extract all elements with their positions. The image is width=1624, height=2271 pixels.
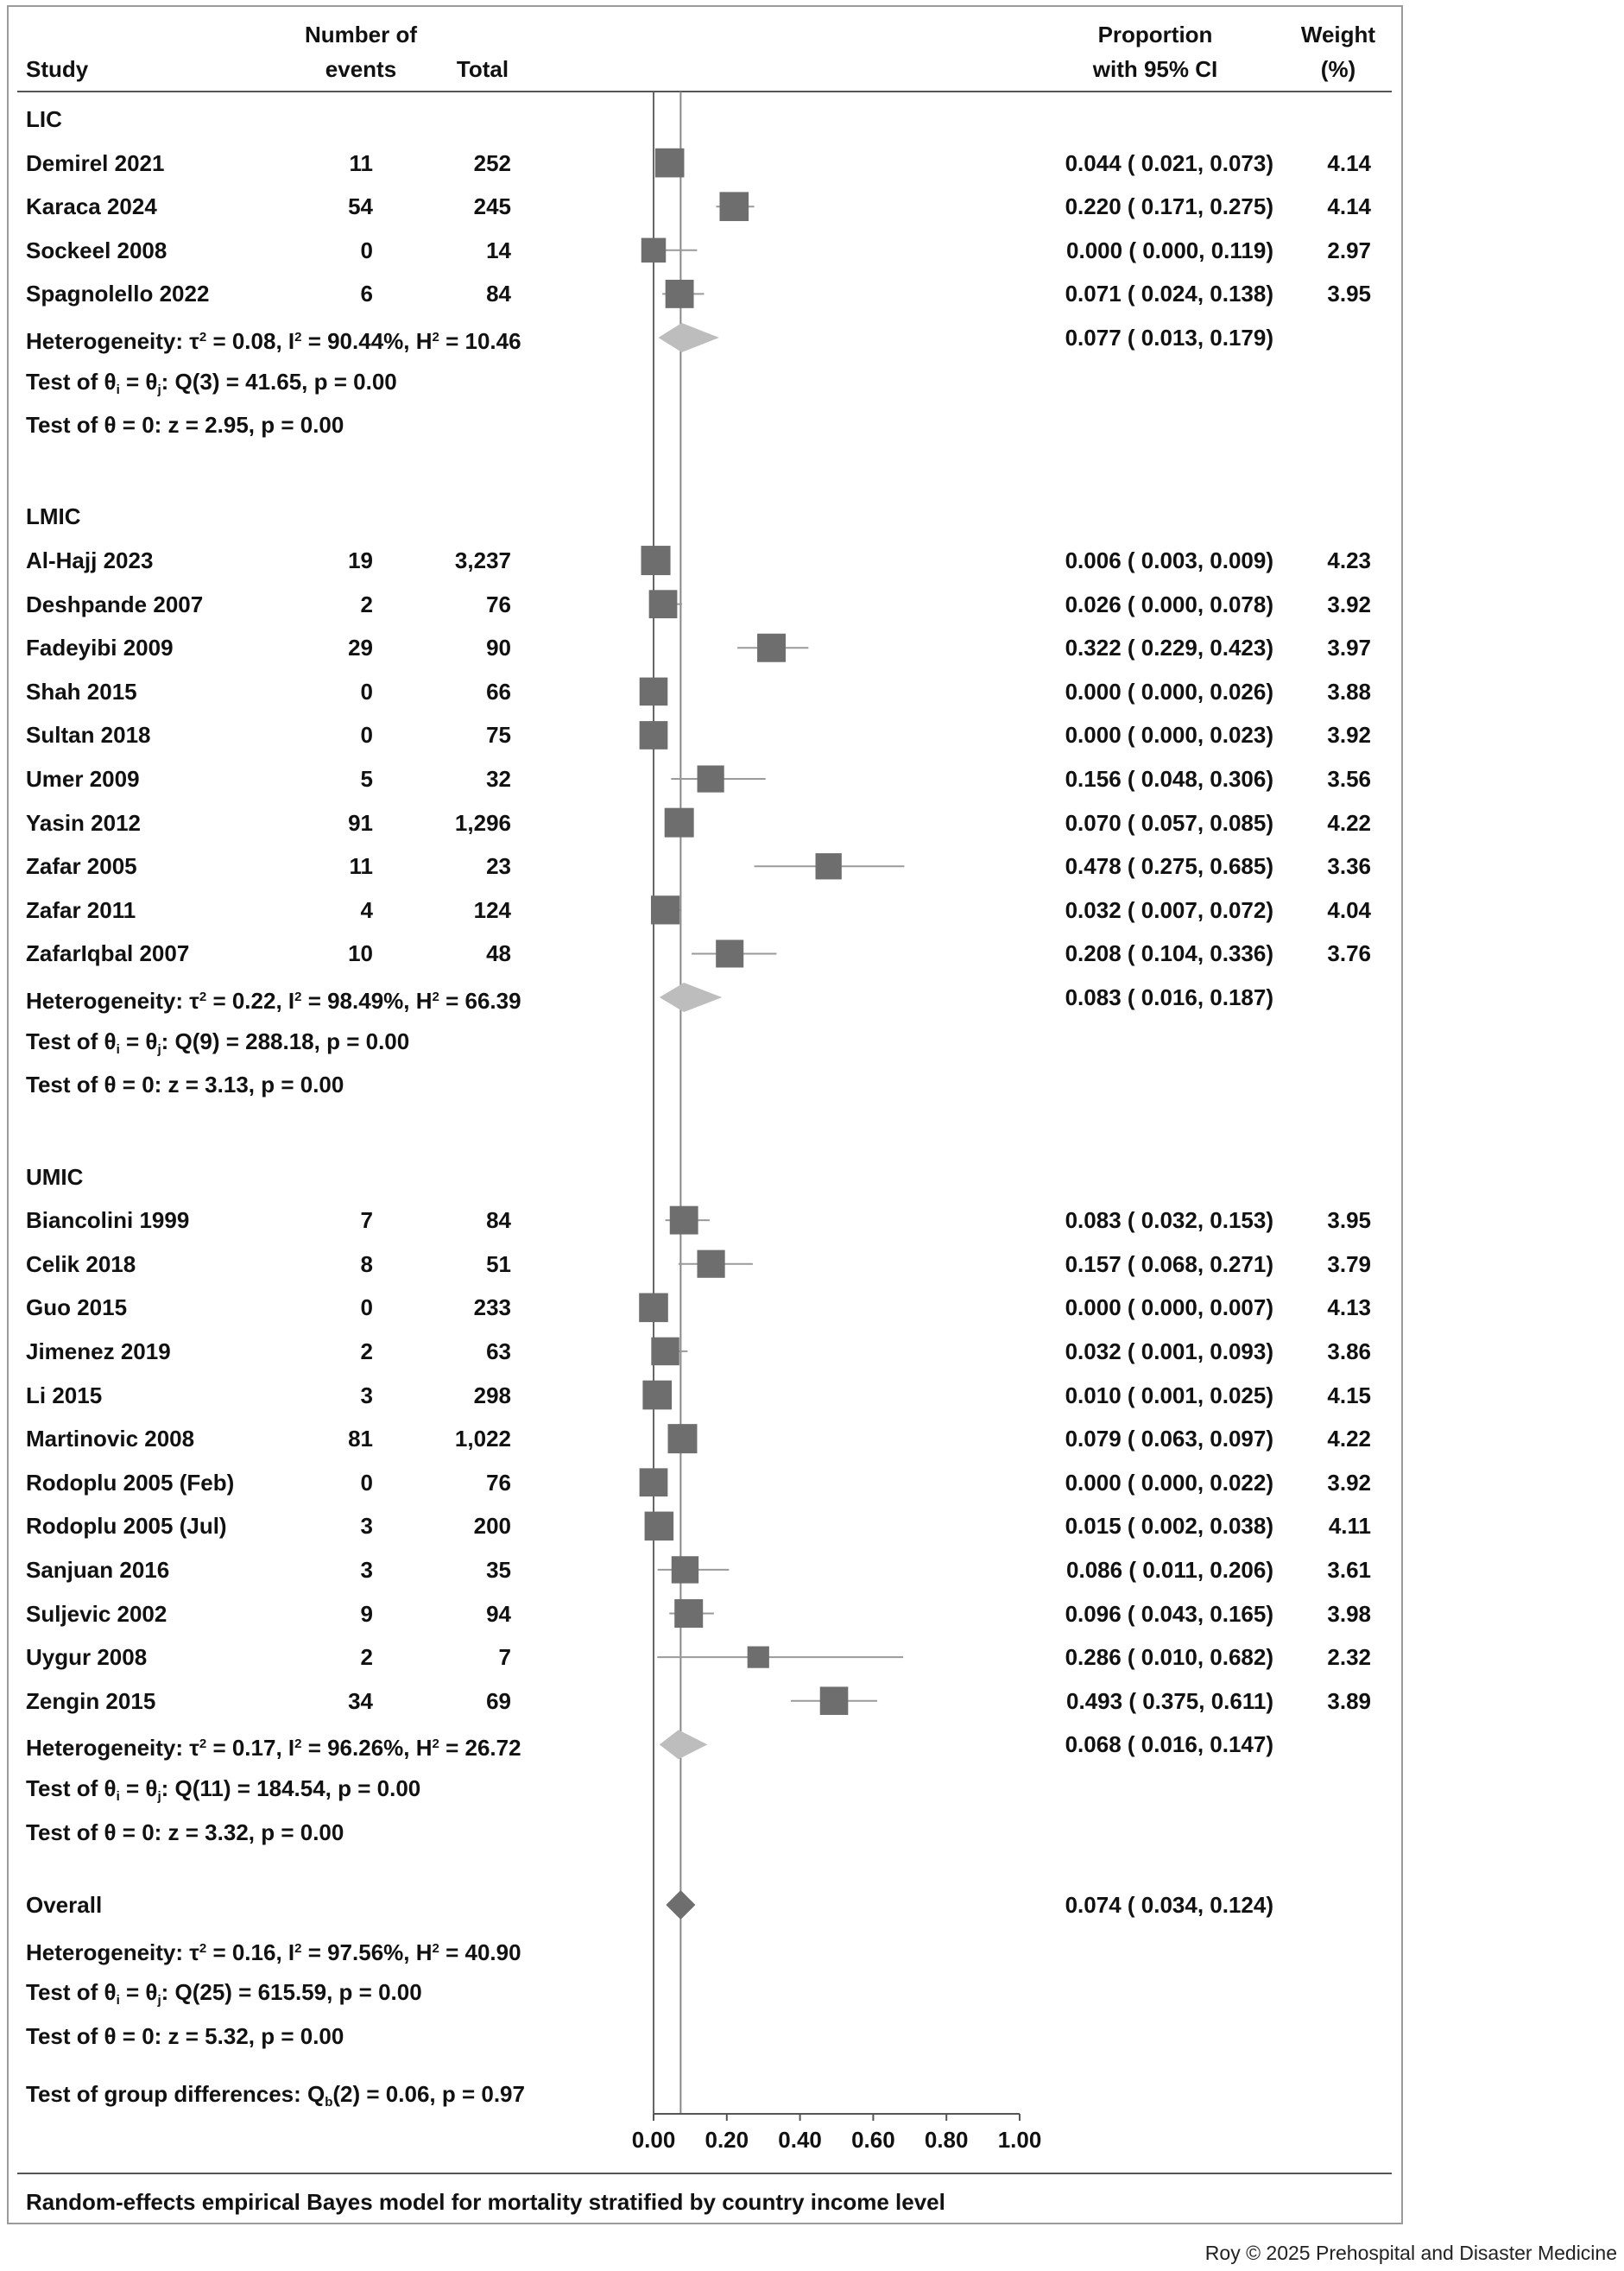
study-total: 84 [486, 1207, 511, 1234]
header-weight-2: (%) [1320, 56, 1356, 82]
study-name: Guo 2015 [26, 1294, 128, 1321]
study-weight: 3.76 [1327, 940, 1371, 967]
study-marker [666, 280, 694, 308]
study-events: 11 [349, 149, 373, 176]
overall-label: Overall [26, 1892, 103, 1918]
study-total: 23 [486, 853, 511, 880]
group-label: LIC [26, 106, 62, 132]
study-total: 3,237 [454, 547, 511, 574]
study-ci: 0.026 ( 0.000, 0.078) [1065, 591, 1273, 617]
study-name: Zafar 2011 [26, 896, 136, 923]
group-test-z: Test of θ = 0: z = 3.32, p = 0.00 [26, 1819, 344, 1845]
study-total: 51 [486, 1250, 511, 1277]
study-weight: 4.23 [1327, 547, 1371, 574]
group-test-z: Test of θ = 0: z = 2.95, p = 0.00 [26, 412, 344, 439]
study-weight: 3.92 [1327, 722, 1371, 749]
study-name: Umer 2009 [26, 766, 140, 793]
study-total: 233 [473, 1294, 511, 1321]
study-name: Suljevic 2002 [26, 1600, 167, 1627]
study-weight: 2.97 [1327, 237, 1371, 263]
group-test-q: Test of $\theta_i = \theta_j$: Q(9) = 288.18, p = 0.00 [26, 1028, 410, 1057]
study-name: Jimenez 2019 [26, 1338, 171, 1364]
study-events: 34 [348, 1687, 373, 1714]
study-weight: 4.04 [1327, 896, 1371, 923]
study-ci: 0.086 ( 0.011, 0.206) [1066, 1556, 1273, 1583]
study-marker [651, 1338, 679, 1365]
study-events: 0 [360, 1469, 373, 1496]
study-total: 14 [486, 237, 511, 263]
study-total: 76 [486, 591, 511, 617]
study-events: 2 [360, 1644, 373, 1671]
study-ci: 0.032 ( 0.007, 0.072) [1065, 896, 1273, 923]
header-weight-1: Weight [1300, 22, 1376, 47]
study-name: ZafarIqbal 2007 [26, 940, 190, 967]
study-total: 75 [486, 722, 511, 749]
study-ci: 0.220 ( 0.171, 0.275) [1065, 193, 1273, 220]
study-total: 48 [486, 940, 511, 967]
study-ci: 0.000 ( 0.000, 0.023) [1065, 722, 1273, 749]
study-weight: 3.97 [1327, 635, 1371, 661]
overall-heterogeneity: Heterogeneity: $\tau^2 = 0.16$, $I^2 = 97.56\%$, $H^2 = 40.90$ [26, 1939, 521, 1965]
study-name: Zafar 2005 [26, 853, 137, 880]
study-total: 298 [473, 1382, 511, 1408]
study-weight: 3.95 [1327, 1207, 1371, 1234]
study-events: 0 [360, 722, 373, 749]
study-weight: 2.32 [1327, 1644, 1371, 1671]
study-marker [697, 1250, 724, 1278]
study-total: 94 [486, 1600, 511, 1627]
study-ci: 0.493 ( 0.375, 0.611) [1066, 1687, 1273, 1714]
study-events: 2 [360, 591, 373, 617]
study-ci: 0.079 ( 0.063, 0.097) [1065, 1426, 1273, 1452]
study-weight: 4.15 [1327, 1382, 1371, 1408]
study-weight: 4.13 [1327, 1294, 1371, 1321]
study-name: Celik 2018 [26, 1250, 136, 1277]
group-pooled-ci: 0.083 ( 0.016, 0.187) [1065, 984, 1273, 1011]
group-pooled-ci: 0.077 ( 0.013, 0.179) [1065, 325, 1273, 351]
study-total: 76 [486, 1469, 511, 1496]
study-weight: 3.88 [1327, 678, 1371, 705]
study-events: 81 [348, 1426, 373, 1452]
study-ci: 0.032 ( 0.001, 0.093) [1065, 1338, 1273, 1364]
study-marker [641, 238, 666, 263]
study-ci: 0.156 ( 0.048, 0.306) [1065, 766, 1273, 793]
study-ci: 0.044 ( 0.021, 0.073) [1065, 149, 1273, 176]
group-test-q: Test of $\theta_i = \theta_j$: Q(3) = 41.65, p = 0.00 [26, 368, 397, 397]
group-pooled-ci: 0.068 ( 0.016, 0.147) [1065, 1731, 1273, 1758]
study-marker [719, 192, 749, 221]
group-test-z: Test of θ = 0: z = 3.13, p = 0.00 [26, 1072, 344, 1098]
study-marker [655, 149, 685, 178]
study-total: 69 [486, 1687, 511, 1714]
study-total: 245 [473, 193, 511, 220]
study-events: 11 [349, 853, 373, 880]
study-name: Deshpande 2007 [26, 591, 204, 617]
study-total: 1,296 [454, 809, 511, 836]
study-marker [649, 590, 678, 618]
study-events: 91 [348, 809, 373, 836]
x-tick-label: 0.20 [705, 2127, 749, 2153]
study-total: 66 [486, 678, 511, 705]
group-pooled-diamond [659, 323, 719, 352]
study-ci: 0.000 ( 0.000, 0.119) [1066, 237, 1273, 263]
study-name: Sockeel 2008 [26, 237, 167, 263]
study-weight: 3.79 [1327, 1250, 1371, 1277]
group-pooled-diamond [660, 1730, 708, 1759]
study-events: 4 [360, 896, 373, 923]
study-weight: 3.92 [1327, 591, 1371, 617]
group-label: LMIC [26, 503, 81, 530]
study-ci: 0.015 ( 0.002, 0.038) [1065, 1513, 1273, 1540]
study-ci: 0.286 ( 0.010, 0.682) [1065, 1644, 1273, 1671]
study-events: 0 [360, 678, 373, 705]
overall-ci: 0.074 ( 0.034, 0.124) [1065, 1892, 1273, 1918]
study-events: 0 [360, 1294, 373, 1321]
figure-caption: Random-effects empirical Bayes model for mortality stratified by country income level [26, 2189, 945, 2215]
study-marker [640, 1468, 668, 1496]
study-total: 7 [498, 1644, 511, 1671]
study-weight: 3.86 [1327, 1338, 1371, 1364]
study-weight: 3.92 [1327, 1469, 1371, 1496]
study-name: Li 2015 [26, 1382, 103, 1408]
study-name: Al-Hajj 2023 [26, 547, 154, 574]
study-ci: 0.070 ( 0.057, 0.085) [1065, 809, 1273, 836]
x-tick-label: 0.80 [924, 2127, 969, 2153]
study-total: 252 [473, 149, 511, 176]
study-weight: 4.11 [1328, 1513, 1371, 1540]
study-ci: 0.208 ( 0.104, 0.336) [1065, 940, 1273, 967]
group-pooled-diamond [660, 983, 723, 1012]
study-weight: 3.36 [1327, 853, 1371, 880]
header-study: Study [26, 56, 89, 82]
study-total: 32 [486, 766, 511, 793]
study-name: Shah 2015 [26, 678, 137, 705]
study-ci: 0.010 ( 0.001, 0.025) [1065, 1382, 1273, 1408]
study-events: 19 [348, 547, 373, 574]
study-total: 1,022 [454, 1426, 511, 1452]
study-marker [651, 895, 679, 924]
header-events-1: Number of [305, 22, 417, 47]
study-total: 124 [473, 896, 511, 923]
study-events: 3 [360, 1513, 373, 1540]
study-weight: 3.89 [1327, 1687, 1371, 1714]
overall-test-q: Test of $\theta_i = \theta_j$: Q(25) = 615.59, p = 0.00 [26, 1979, 422, 2008]
study-weight: 3.98 [1327, 1600, 1371, 1627]
study-events: 9 [360, 1600, 373, 1627]
study-ci: 0.478 ( 0.275, 0.685) [1065, 853, 1273, 880]
overall-test-z: Test of θ = 0: z = 5.32, p = 0.00 [26, 2022, 344, 2049]
study-events: 10 [348, 940, 373, 967]
study-total: 63 [486, 1338, 511, 1364]
study-name: Sanjuan 2016 [26, 1556, 170, 1583]
study-marker [668, 1424, 698, 1453]
study-marker [640, 678, 668, 706]
study-events: 7 [360, 1207, 373, 1234]
copyright-notice: Roy © 2025 Prehospital and Disaster Medicine [1204, 2242, 1617, 2264]
study-marker [716, 939, 743, 967]
study-name: Demirel 2021 [26, 149, 165, 176]
study-events: 6 [360, 281, 373, 307]
study-ci: 0.083 ( 0.032, 0.153) [1065, 1207, 1273, 1234]
group-heterogeneity: Heterogeneity: $\tau^2 = 0.17$, $I^2 = 96.26\%$, $H^2 = 26.72$ [26, 1735, 521, 1762]
group-test-q: Test of $\theta_i = \theta_j$: Q(11) = 184.54, p = 0.00 [26, 1774, 421, 1804]
header-events-2: events [325, 56, 397, 82]
study-ci: 0.000 ( 0.000, 0.026) [1065, 678, 1273, 705]
study-weight: 4.14 [1327, 149, 1371, 176]
study-name: Rodoplu 2005 (Jul) [26, 1513, 227, 1540]
study-marker [639, 1294, 668, 1323]
x-tick-label: 0.40 [778, 2127, 822, 2153]
study-total: 90 [486, 635, 511, 661]
study-total: 35 [486, 1556, 511, 1583]
header-proportion-2: with 95% CI [1092, 56, 1218, 82]
study-ci: 0.000 ( 0.000, 0.007) [1065, 1294, 1273, 1321]
study-marker [698, 765, 724, 792]
x-tick-label: 0.60 [851, 2127, 895, 2153]
study-total: 84 [486, 281, 511, 307]
study-events: 8 [360, 1250, 373, 1277]
study-name: Fadeyibi 2009 [26, 635, 174, 661]
study-marker [642, 1381, 672, 1410]
study-ci: 0.157 ( 0.068, 0.271) [1065, 1250, 1273, 1277]
study-weight: 3.95 [1327, 281, 1371, 307]
group-label: UMIC [26, 1163, 84, 1190]
study-events: 0 [360, 237, 373, 263]
study-ci: 0.322 ( 0.229, 0.423) [1065, 635, 1273, 661]
study-weight: 4.14 [1327, 193, 1371, 220]
study-name: Zengin 2015 [26, 1687, 156, 1714]
study-weight: 4.22 [1327, 809, 1371, 836]
study-name: Biancolini 1999 [26, 1207, 190, 1234]
study-name: Karaca 2024 [26, 193, 157, 220]
study-ci: 0.006 ( 0.003, 0.009) [1065, 547, 1273, 574]
study-total: 200 [473, 1513, 511, 1540]
study-ci: 0.096 ( 0.043, 0.165) [1065, 1600, 1273, 1627]
study-name: Martinovic 2008 [26, 1426, 195, 1452]
study-marker [640, 721, 668, 750]
x-tick-label: 1.00 [997, 2127, 1042, 2153]
study-name: Spagnolello 2022 [26, 281, 210, 307]
group-difference-test: Test of group differences: $Q_b(2) = 0.06$, p = 0.97 [26, 2081, 525, 2110]
study-events: 29 [348, 635, 373, 661]
study-name: Yasin 2012 [26, 809, 141, 836]
study-events: 3 [360, 1556, 373, 1583]
group-heterogeneity: Heterogeneity: $\tau^2 = 0.08$, $I^2 = 90.44\%$, $H^2 = 10.46$ [26, 328, 521, 354]
study-marker [641, 546, 671, 575]
study-weight: 4.22 [1327, 1426, 1371, 1452]
study-marker [674, 1599, 703, 1628]
study-name: Rodoplu 2005 (Feb) [26, 1469, 235, 1496]
study-weight: 3.56 [1327, 766, 1371, 793]
overall-diamond [666, 1890, 695, 1920]
study-events: 3 [360, 1382, 373, 1408]
study-marker [672, 1556, 698, 1583]
x-tick-label: 0.00 [631, 2127, 676, 2153]
study-marker [645, 1512, 674, 1541]
study-name: Uygur 2008 [26, 1644, 148, 1671]
study-ci: 0.071 ( 0.024, 0.138) [1065, 281, 1273, 307]
header-proportion-1: Proportion [1097, 22, 1213, 47]
study-marker [665, 808, 694, 838]
header-total: Total [456, 56, 509, 82]
study-events: 54 [348, 193, 373, 220]
study-weight: 3.61 [1327, 1556, 1371, 1583]
study-ci: 0.000 ( 0.000, 0.022) [1065, 1469, 1273, 1496]
study-name: Sultan 2018 [26, 722, 151, 749]
group-heterogeneity: Heterogeneity: $\tau^2 = 0.22$, $I^2 = 98.49\%$, $H^2 = 66.39$ [26, 988, 521, 1015]
study-events: 5 [360, 766, 373, 793]
study-marker [670, 1206, 698, 1235]
study-events: 2 [360, 1338, 373, 1364]
